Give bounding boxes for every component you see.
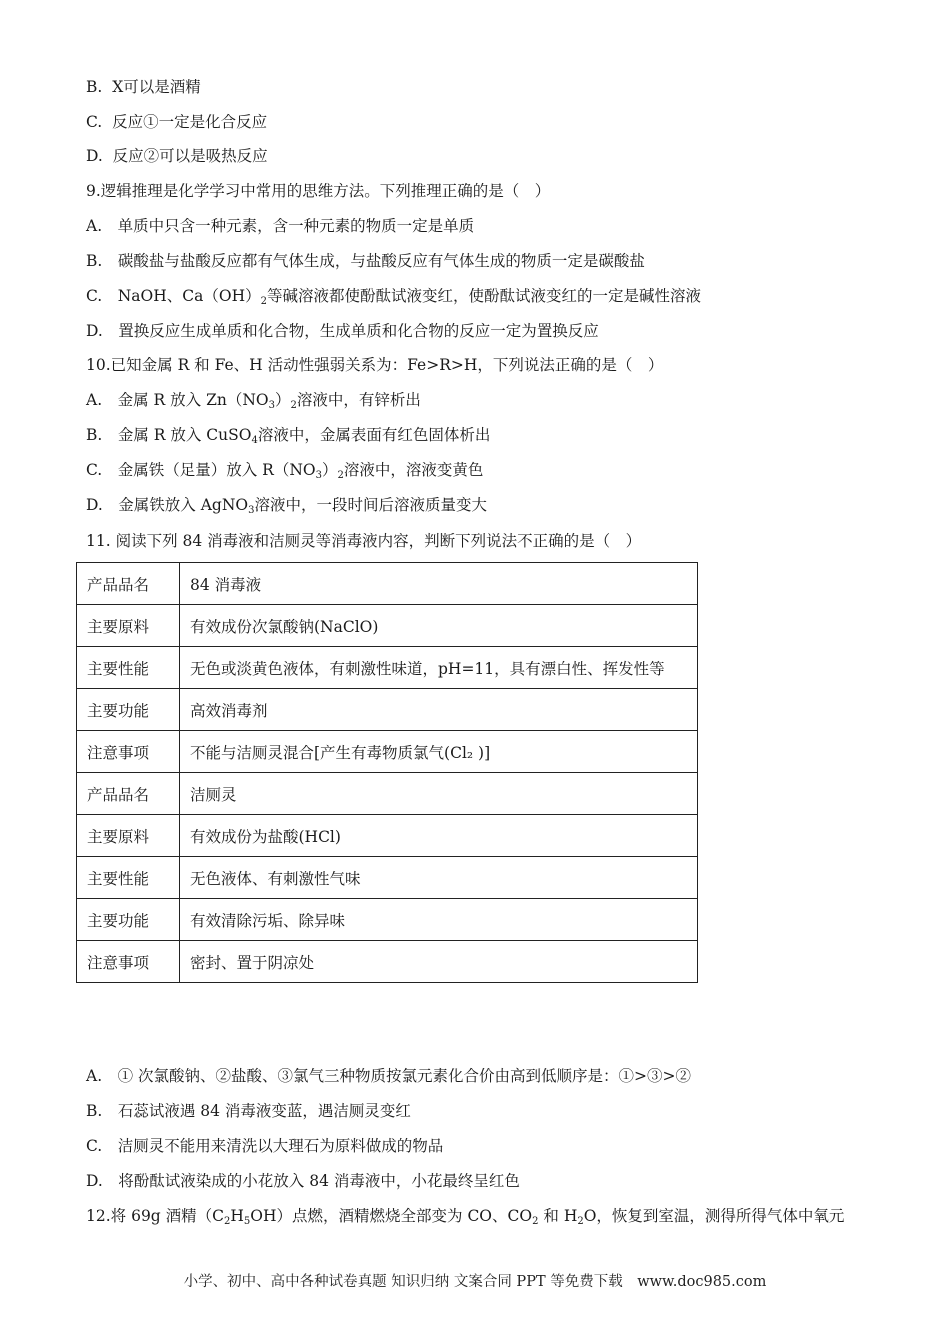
disinfectant-info-table	[76, 562, 698, 983]
table-row	[77, 731, 698, 773]
table-value: 高效消毒剂	[180, 689, 698, 731]
table-row	[77, 605, 698, 647]
q10-option-c: C. 金属铁（足量）放入 $R(NO_3)_2$溶液中，溶液变黄色	[86, 461, 484, 481]
q11-option-a: A. ① 次氯酸钠、②盐酸、③氯气三种物质按氯元素化合价由高到低顺序是：①>③>②	[86, 1067, 692, 1085]
q9-option-c: C. NaOH、$Ca(OH)_2$等碱溶液都使酚酞试液变红，使酚酞试液变红的一定是碱性溶液	[86, 287, 701, 307]
table-value: 无色液体、有刺激性气味	[180, 857, 698, 899]
table-row	[77, 899, 698, 941]
q9-option-b: B. 碳酸盐与盐酸反应都有气体生成，与盐酸反应有气体生成的物质一定是碳酸盐	[86, 252, 645, 270]
table-value: 洁厕灵	[180, 773, 698, 815]
q10-option-b: B. 金属 R 放入 CuSO$_4$溶液中，金属表面有红色固体析出	[86, 426, 491, 446]
q12-stem: 12.将 69g 酒精$(C_2H_5OH)$点燃，酒精燃烧全部变为 CO、$CO_2$ 和 $H_2O$，恢复到室温，测得所得气体中氧元	[86, 1207, 845, 1227]
table-key: 主要原料	[77, 605, 180, 647]
table-key: 注意事项	[77, 941, 180, 983]
table-key: 产品品名	[77, 563, 180, 605]
table-key: 主要性能	[77, 857, 180, 899]
q9-option-d: D. 置换反应生成单质和化合物，生成单质和化合物的反应一定为置换反应	[86, 322, 599, 340]
table-key: 主要功能	[77, 689, 180, 731]
q11-option-c: C. 洁厕灵不能用来清洗以大理石为原料做成的物品	[86, 1137, 444, 1155]
table-value: 有效成份为盐酸(HCl)	[180, 815, 698, 857]
table-row	[77, 857, 698, 899]
table-value: 有效成份次氯酸钠(NaClO)	[180, 605, 698, 647]
q10-stem: 10.已知金属 R 和 Fe、H 活动性强弱关系为：Fe>R>H，下列说法正确的是（ ）	[86, 356, 664, 374]
table-row	[77, 815, 698, 857]
q8-option-b: B. X可以是酒精	[86, 78, 201, 96]
q8-option-d: D. 反应②可以是吸热反应	[86, 147, 268, 165]
table-value: 不能与洁厕灵混合[产生有毒物质氯气(Cl₂ )]	[180, 731, 698, 773]
table-row	[77, 647, 698, 689]
table-key: 产品品名	[77, 773, 180, 815]
table-key: 主要性能	[77, 647, 180, 689]
q11-option-b: B. 石蕊试液遇 84 消毒液变蓝，遇洁厕灵变红	[86, 1102, 411, 1120]
table-key: 主要功能	[77, 899, 180, 941]
q10-option-d: D. 金属铁放入 AgNO$_3$溶液中，一段时间后溶液质量变大	[86, 496, 488, 516]
table-value: 无色或淡黄色液体，有刺激性味道，pH=11，具有漂白性、挥发性等	[180, 647, 698, 689]
page-footer: 小学、初中、高中各种试卷真题 知识归纳 文案合同 PPT 等免费下载 www.doc985.com	[183, 1274, 767, 1290]
q10-option-a: A. 金属 R 放入 $Zn(NO_3)_2$溶液中，有锌析出	[86, 391, 421, 411]
table-key: 注意事项	[77, 731, 180, 773]
table-value: 84 消毒液	[180, 563, 698, 605]
q11-stem: 11. 阅读下列 84 消毒液和洁厕灵等消毒液内容，判断下列说法不正确的是（ ）	[86, 532, 642, 550]
q9-stem: 9.逻辑推理是化学学习中常用的思维方法。下列推理正确的是（ ）	[86, 182, 551, 200]
table-row	[77, 941, 698, 983]
q8-option-c: C. 反应①一定是化合反应	[86, 113, 268, 131]
table-row	[77, 773, 698, 815]
table-value: 有效清除污垢、除异味	[180, 899, 698, 941]
q9-option-a: A. 单质中只含一种元素，含一种元素的物质一定是单质	[86, 217, 475, 235]
table-value: 密封、置于阴凉处	[180, 941, 698, 983]
table-row	[77, 563, 698, 605]
q11-option-d: D. 将酚酞试液染成的小花放入 84 消毒液中，小花最终呈红色	[86, 1172, 520, 1190]
table-key: 主要原料	[77, 815, 180, 857]
table-row	[77, 689, 698, 731]
